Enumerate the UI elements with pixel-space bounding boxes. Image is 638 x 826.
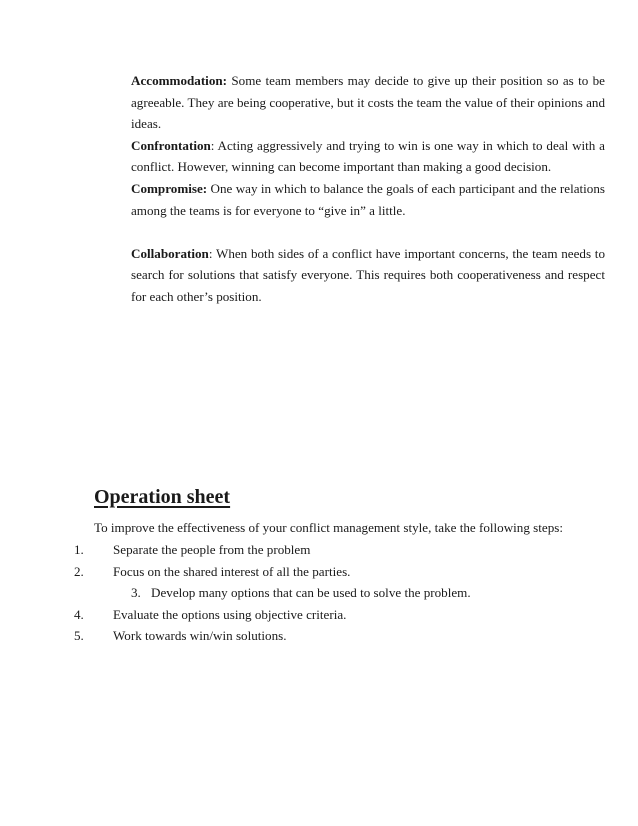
list-item [0,625,638,647]
step-text: Evaluate the options using objective criteria. [113,606,347,622]
step-text: Focus on the shared interest of all the parties. [113,563,351,579]
step-number: 2. [74,563,84,579]
definition-text: : Acting aggressively and trying to win is one way in which to deal with a conflict. However, winning can become important than making a good decision. [131,137,605,175]
step-text: Develop many options that can be used to solve the problem. [151,585,471,601]
definition-term: Compromise: [131,180,208,196]
step-text: Separate the people from the problem [113,542,311,557]
step-number: 4. [74,606,84,622]
step-number: 3. [131,585,141,601]
operation-sheet-intro: To improve the effectiveness of your conflict management style, take the following steps: [94,520,563,535]
list-item [0,539,638,561]
definition-confrontation [131,135,605,178]
list-item [0,582,638,604]
list-item [0,604,638,626]
step-number: 1. [74,542,84,557]
definition-compromise [131,178,605,221]
definition-collaboration [131,243,605,308]
definition-term: Confrontation [131,137,211,153]
step-number: 5. [74,628,84,644]
list-item [0,561,638,583]
definition-text: Some team members may decide to give up their position so as to be agreeable. They are being cooperative, but it costs the team the value of their opinions and ideas. [131,73,605,132]
steps-list [0,539,638,647]
operation-sheet-heading: Operation sheet [94,486,231,508]
step-text: Work towards win/win solutions. [113,628,287,644]
definition-text: : When both sides of a conflict have important concerns, the team needs to search for solutions that satisfy everyone. This requires both cooperativeness and respect for each other’s position. [131,245,605,304]
definition-term: Accommodation: [131,73,228,88]
definition-accommodation [131,70,605,135]
definition-term: Collaboration [131,245,209,261]
conflict-styles-section [131,70,605,308]
definition-text: One way in which to balance the goals of each participant and the relations among the teams is for everyone to “give in” a little. [131,180,605,218]
